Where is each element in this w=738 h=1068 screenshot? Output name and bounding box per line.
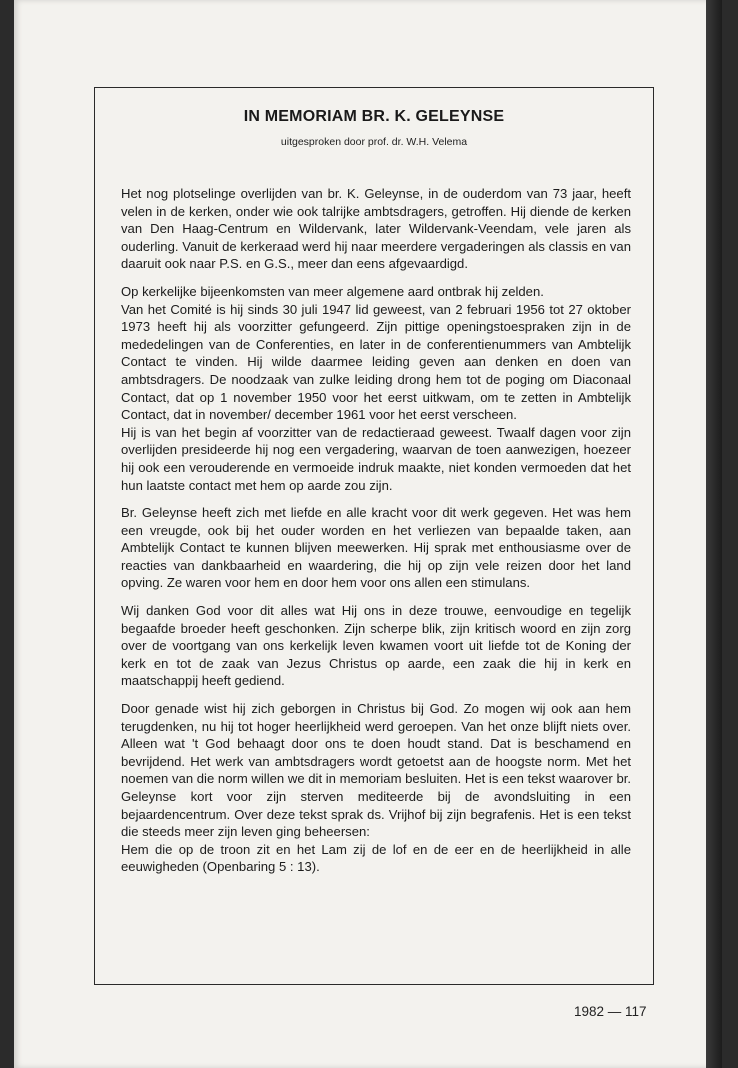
page-number: 1982 — 117 bbox=[574, 1004, 647, 1019]
document-page bbox=[14, 0, 722, 1068]
paragraph: Br. Geleynse heeft zich met liefde en alle kracht voor dit werk gegeven. Het was hem een vreugde, ook bij het ouder worden en het verliezen van bepaalde taken, aan Ambtelijk Contact te kunnen blijven meewerken. Hij sprak met enthousiasme over de reacties van dankbaarheid en waardering, die hij op zijn vele reizen door het land opving. Ze waren voor hem en door hem voor ons allen een stimulans. bbox=[121, 505, 631, 591]
paragraph: Hij is van het begin af voorzitter van de redactieraad geweest. Twaalf dagen voor zijn overlijden presideerde hij nog een vergadering, waarvan de toen aanwezigen, hoezeer hij ook een verouderende en vermoeide indruk maakte, niet konden vermoeden dat het hun laatste contact met hem op aarde zou zijn. bbox=[121, 424, 631, 493]
paragraph: Op kerkelijke bijeenkomsten van meer algemene aard ontbrak hij zelden. bbox=[121, 283, 544, 299]
article-title: IN MEMORIAM BR. K. GELEYNSE bbox=[243, 108, 505, 125]
page-edge-shadow bbox=[706, 0, 722, 1068]
article-frame bbox=[94, 87, 654, 985]
article-body bbox=[121, 185, 631, 886]
paragraph: Door genade wist hij zich geborgen in Christus bij God. Zo mogen wij ook aan hem terugdenken, nu hij tot hoger heerlijkheid werd geroepen. Van het onze blijft niets over. Alleen wat 't God behaagt door ons te doen houdt stand. Dat is beschamend en bevrijdend. Het werk van ambtsdragers wordt getoetst aan de hoogste norm. Met het noemen van die norm willen we dit in memoriam besluiten. Het is een tekst waarover br. Geleynse kort voor zijn sterven mediteerde bij de avondsluiting in een bejaardencentrum. Over deze tekst sprak ds. Vrijhof bij zijn begrafenis. Het is een tekst die steeds meer zijn leven ging beheersen: bbox=[121, 701, 631, 840]
article-subtitle: uitgesproken door prof. dr. W.H. Velema bbox=[280, 136, 468, 148]
paragraph: Van het Comité is hij sinds 30 juli 1947 lid geweest, van 2 februari 1956 tot 27 oktober 1973 heeft hij als voorzitter gefungeerd. Zijn pittige openingstoespraken zijn in de mededelingen van de Conferenties, en later in de conferentienummers van Ambtelijk Contact te vinden. Hij wilde daarmee leiding geven aan denken en doen van ambtsdragers. De noodzaak van zulke leiding drong hem tot de poging om Diaconaal Contact, dat op 1 november 1950 voor het eerst uitkwam, om te zetten in Ambtelijk Contact, dat in november/ december 1961 voor het eerst verscheen. bbox=[121, 301, 631, 423]
paragraph: Hem die op de troon zit en het Lam zij de lof en de eer en de heerlijkheid in alle eeuwigheden (Openbaring 5 : 13). bbox=[121, 841, 631, 875]
paragraph: Het nog plotselinge overlijden van br. K. Geleynse, in de ouderdom van 73 jaar, heeft velen in de kerken, onder wie ook talrijke ambtsdragers, getroffen. Hij diende de kerken van Den Haag-Centrum en Wildervank, later Wildervank-Veendam, vele jaren als ouderling. Vanuit de kerkeraad werd hij naar meerdere vergaderingen als classis en van daaruit ook naar P.S. en G.S., meer dan eens afgevaardigd. bbox=[121, 186, 631, 272]
paragraph: Wij danken God voor dit alles wat Hij ons in deze trouwe, eenvoudige en tegelijk begaafde broeder heeft geschonken. Zijn scherpe blik, zijn kritisch woord en zijn zorg over de voortgang van ons kerkelijk leven kwamen voort uit liefde tot de Koning der kerk en tot de zaak van Jezus Christus op aarde, een zaak die hij in kerk en maatschappij heeft gediend. bbox=[121, 603, 631, 689]
